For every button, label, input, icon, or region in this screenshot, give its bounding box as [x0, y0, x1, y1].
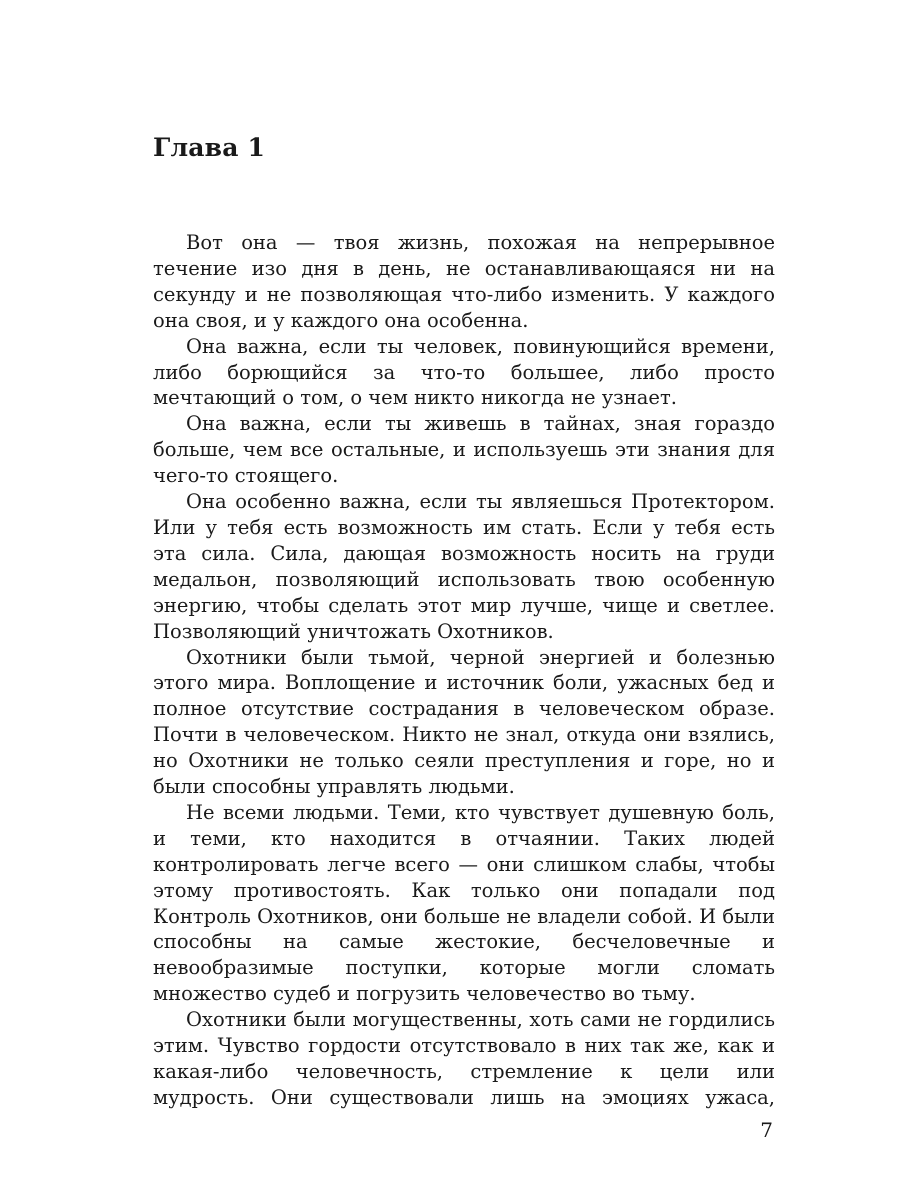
- paragraph-5: Охотники были тьмой, черной энергией и болезнью этого мира. Воплощение и источник боли, ужасных бед и полное отсутствие сострадания в человеческом образе. Почти в человеческом. Никто не знал, откуда они взялись, но Охотники не только сеяли преступления и горе, но и были способны управлять людьми.: [153, 645, 775, 799]
- paragraph-6: Не всеми людьми. Теми, кто чувствует душевную боль, и теми, кто находится в отчаянии. Таких людей контролировать легче всего — они слишком слабы, чтобы этому противостоять. Как только они попадали под Контроль Охотников, они больше не владели собой. И были способны на самые жестокие, бесчеловечные и невообразимые поступки, которые могли сломать множество судеб и погрузить человечество во тьму.: [153, 800, 775, 1006]
- paragraph-1: Вот она — твоя жизнь, похожая на непрерывное течение изо дня в день, не останавливающаяся ни на секунду и не позволяющая что-либо изменить. У каждого она своя, и у каждого она особенна.: [153, 231, 775, 332]
- chapter-body: [153, 230, 775, 1111]
- paragraph-4: Она особенно важна, если ты являешься Протектором. Или у тебя есть возможность им стать. Если у тебя есть эта сила. Сила, дающая возможность носить на груди медальон, позволяющий использовать твою особенную энергию, чтобы сделать этот мир лучше, чище и светлее. Позволяющий уничтожать Охотников.: [153, 490, 775, 643]
- page-number: 7: [760, 1118, 773, 1142]
- paragraph-3: Она важна, если ты живешь в тайнах, зная гораздо больше, чем все остальные, и используешь эти знания для чего-то стоящего.: [153, 412, 775, 488]
- chapter-title: Глава 1: [153, 133, 266, 162]
- paragraph-2: Она важна, если ты человек, повинующийся времени, либо борющийся за что-то большее, либо просто мечтающий о том, о чем никто никогда не узнает.: [153, 334, 775, 410]
- paragraph-7: Охотники были могущественны, хоть сами не гордились этим. Чувство гордости отсутствовало в них так же, как и какая-либо человечность, стремление к цели или мудрость. Они существовали лишь на эмоциях ужаса,: [153, 1008, 775, 1109]
